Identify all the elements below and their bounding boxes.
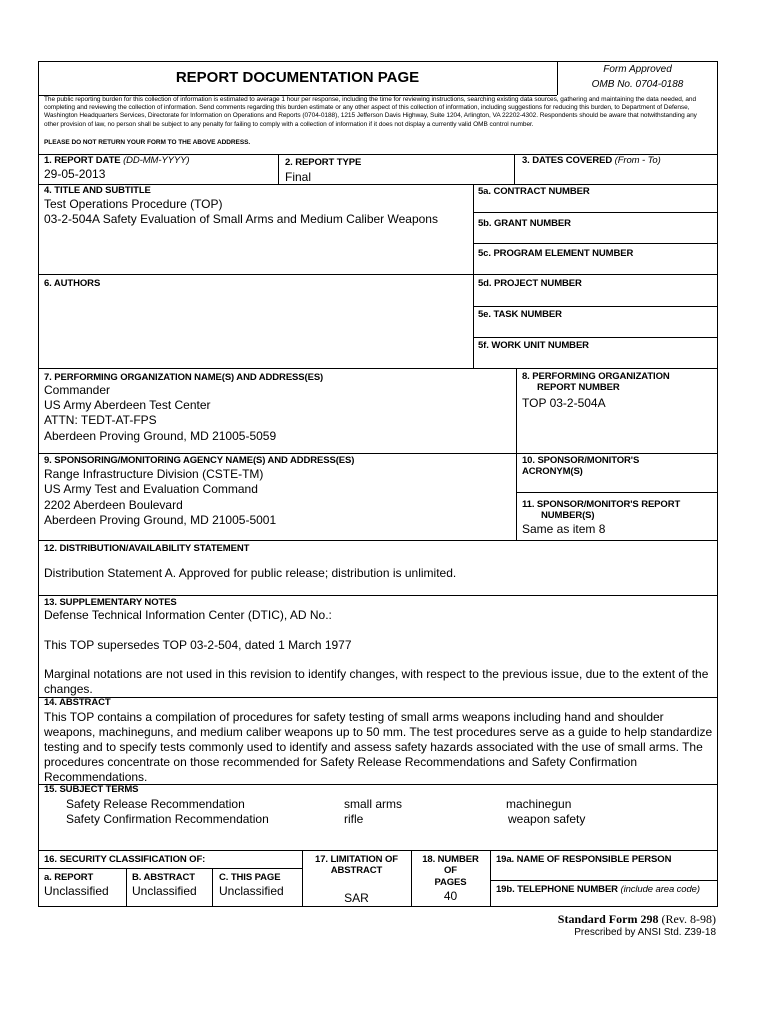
rule-row13-bottom [38, 697, 718, 698]
task-number-label: 5e. TASK NUMBER [478, 309, 562, 320]
num-pages-label-2: OF [444, 865, 457, 876]
rule-16a-16b-divider [126, 868, 127, 907]
supplementary-line-2: This TOP supersedes TOP 03-2-504, dated 1 March 1977 [44, 638, 352, 652]
num-pages-label: 18. NUMBER [422, 854, 479, 865]
burden-notice: The public reporting burden for this collection of information is estimated to average 1 hour per response, including the time for reviewing instructions, searching existing data sources, gathering and maintaining the data needed, and completing and reviewing the collection of information. Send comments regarding this burden estimate or any other aspect of this collection of information, including suggestions for reducing this burden, to Department of Defense, Washington Headquarters Services, Directorate for Information on Operations and Reports (0704-0188), 1215 Jefferson Davis Highway, Suite 1204, Arlington, VA 22202-4302. Respondents should be aware that notwithstanding any other provision of law, no person shall be subject to any penalty for failing to comply with a collection of information if it does not display a currently valid OMB control number. [44, 96, 697, 128]
rule-16-sub [38, 868, 302, 869]
authors-label: 6. AUTHORS [44, 278, 101, 289]
work-unit-label: 5f. WORK UNIT NUMBER [478, 340, 589, 351]
responsible-person-label: 19a. NAME OF RESPONSIBLE PERSON [496, 854, 672, 865]
title-subtitle-label: 4. TITLE AND SUBTITLE [44, 185, 151, 196]
sponsoring-agency-label: 9. SPONSORING/MONITORING AGENCY NAME(S) AND ADDRESS(ES) [44, 455, 355, 466]
rule-1-2-divider [278, 154, 279, 184]
project-number-label: 5d. PROJECT NUMBER [478, 278, 582, 289]
limitation-label-2: ABSTRACT [330, 865, 383, 876]
rule-row6-bottom [38, 368, 718, 369]
abstract-label: 14. ABSTRACT [44, 697, 111, 708]
sponsor-report-label: 11. SPONSOR/MONITOR'S REPORT [522, 499, 681, 510]
limitation-label: 17. LIMITATION OF [315, 854, 398, 865]
security-report-label: a. REPORT [44, 872, 94, 883]
security-report-value: Unclassified [44, 884, 109, 898]
sponsoring-agency-line: US Army Test and Evaluation Command [44, 482, 258, 496]
report-date-label: 1. REPORT DATE (DD-MM-YYYY) [44, 155, 190, 166]
security-abstract-label: B. ABSTRACT [132, 872, 195, 883]
rule-4-5-divider [473, 184, 474, 368]
rule-5e-bottom [473, 337, 718, 338]
performing-report-value: TOP 03-2-504A [522, 396, 606, 410]
subject-term: Safety Release Recommendation [66, 797, 245, 811]
title-line-2: 03-2-504A Safety Evaluation of Small Arms and Medium Caliber Weapons [44, 212, 438, 226]
performing-report-label-2: REPORT NUMBER [537, 382, 620, 393]
security-classification-label: 16. SECURITY CLASSIFICATION OF: [44, 854, 206, 865]
subject-term: Safety Confirmation Recommendation [66, 812, 269, 826]
sponsoring-agency-line: Range Infrastructure Division (CSTE-TM) [44, 467, 264, 481]
subject-term: weapon safety [508, 812, 586, 826]
standard-form-label: Standard Form 298 (Rev. 8-98) [557, 912, 716, 926]
rule-16b-16c-divider [212, 868, 213, 907]
security-abstract-value: Unclassified [132, 884, 197, 898]
distribution-value: Distribution Statement A. Approved for public release; distribution is unlimited. [44, 566, 457, 580]
subject-term: small arms [344, 797, 403, 811]
rule-row12-bottom [38, 595, 718, 596]
security-page-label: C. THIS PAGE [219, 872, 281, 883]
supplementary-line-3: Marginal notations are not used in this revision to identify changes, with respect to the previous issue, due to the extent of the changes. [44, 667, 709, 696]
rule-2-3-divider [514, 154, 515, 184]
performing-report-label: 8. PERFORMING ORGANIZATION [522, 371, 670, 382]
supplementary-line-1: Defense Technical Information Center (DTIC), AD No.: [44, 608, 332, 622]
rule-5b-bottom [473, 243, 718, 244]
abstract-value: This TOP contains a compilation of procedures for safety testing of small arms weapons including hand and shoulder weapons, machineguns, and medium caliber weapons up to 50 mm. The test procedures serve as a guide to help standardize testing and to specify tests commonly used to identify and assess safety hazards associated with the use of small arms. The procedures concentrate on those recommended for Safety Release Recommendations and Safety Confirmation Recommendations. [44, 710, 713, 784]
form-approved: Form Approved [603, 64, 672, 75]
rule-19a-bottom [490, 880, 718, 881]
rule-5a-bottom [473, 212, 718, 213]
rule-7-8-divider [516, 368, 517, 540]
telephone-label: 19b. TELEPHONE NUMBER (include area code) [496, 884, 700, 895]
page-title: REPORT DOCUMENTATION PAGE [175, 69, 420, 86]
rule-row15-bottom [38, 850, 718, 851]
report-type-value: Final [285, 170, 312, 184]
return-notice: PLEASE DO NOT RETURN YOUR FORM TO THE ABOVE ADDRESS. [44, 139, 251, 146]
dates-covered-label: 3. DATES COVERED (From - To) [522, 155, 661, 166]
distribution-label: 12. DISTRIBUTION/AVAILABILITY STATEMENT [44, 543, 250, 554]
rule-18-19-divider [490, 850, 491, 907]
report-date-value: 29-05-2013 [44, 167, 106, 181]
num-pages-label-3: PAGES [434, 877, 467, 888]
performing-org-line: Aberdeen Proving Ground, MD 21005-5059 [44, 429, 277, 443]
subject-term: machinegun [506, 797, 572, 811]
sponsor-acronym-label: 10. SPONSOR/MONITOR'S [522, 455, 640, 466]
supplementary-label: 13. SUPPLEMENTARY NOTES [44, 597, 177, 608]
performing-org-line: ATTN: TEDT-AT-FPS [44, 413, 157, 427]
subject-terms-label: 15. SUBJECT TERMS [44, 784, 139, 795]
num-pages-value: 40 [443, 889, 458, 903]
prescribed-label: Prescribed by ANSI Std. Z39-18 [574, 927, 716, 938]
performing-org-label: 7. PERFORMING ORGANIZATION NAME(S) AND ADDRESS(ES) [44, 372, 324, 383]
omb-number: OMB No. 0704-0188 [591, 79, 684, 90]
rule-row7-bottom [38, 453, 718, 454]
rule-row9-bottom [38, 540, 718, 541]
sponsor-report-value: Same as item 8 [522, 522, 606, 536]
rule-5d-bottom [473, 306, 718, 307]
security-page-value: Unclassified [219, 884, 284, 898]
performing-org-line: US Army Aberdeen Test Center [44, 398, 211, 412]
title-line-1: Test Operations Procedure (TOP) [44, 197, 223, 211]
sponsor-acronym-label-2: ACRONYM(S) [522, 466, 583, 477]
sponsoring-agency-line: 2202 Aberdeen Boulevard [44, 498, 183, 512]
performing-org-line: Commander [44, 383, 111, 397]
grant-number-label: 5b. GRANT NUMBER [478, 218, 571, 229]
program-element-label: 5c. PROGRAM ELEMENT NUMBER [478, 248, 634, 259]
limitation-value: SAR [344, 891, 369, 905]
sponsoring-agency-line: Aberdeen Proving Ground, MD 21005-5001 [44, 513, 277, 527]
rule-10-bottom [516, 492, 718, 493]
report-type-label: 2. REPORT TYPE [285, 157, 362, 168]
rule-row4-bottom [38, 274, 718, 275]
contract-number-label: 5a. CONTRACT NUMBER [478, 186, 590, 197]
subject-term: rifle [344, 812, 364, 826]
sponsor-report-label-2: NUMBER(S) [541, 510, 595, 521]
